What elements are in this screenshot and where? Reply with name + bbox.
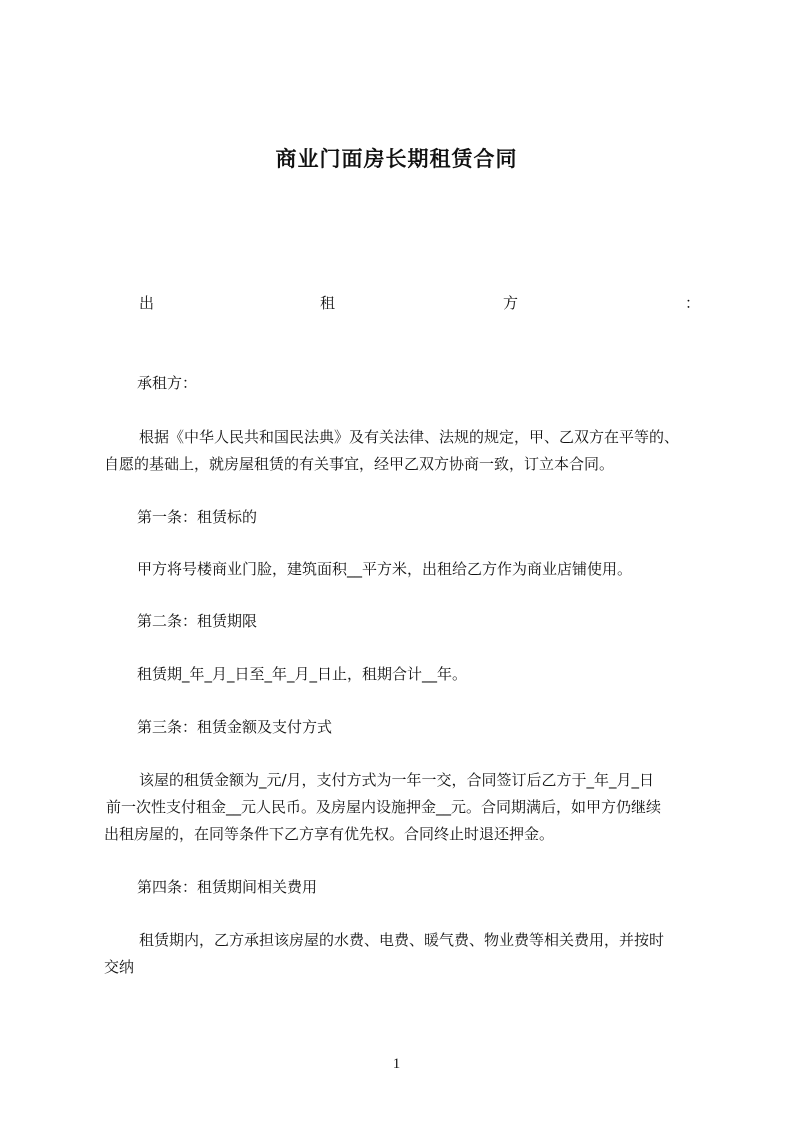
intro-line: 自愿的基础上，就房屋租赁的有关事宜，经甲乙双方协商一致，订立本合同。 bbox=[104, 455, 615, 473]
article-heading: 第四条：租赁期间相关费用 bbox=[137, 878, 318, 896]
lessor-char: 方 bbox=[503, 294, 519, 312]
article-body: 该屋的租赁金额为_元/月，支付方式为一年一交，合同签订后乙方于_年_月_日 bbox=[139, 771, 655, 789]
document-title: 商业门面房长期租赁合同 bbox=[275, 147, 518, 171]
lessor-char: ： bbox=[685, 294, 701, 312]
article-heading: 第一条：租赁标的 bbox=[137, 508, 258, 526]
lessor-char: 出 bbox=[139, 294, 155, 312]
page-number: 1 bbox=[392, 1056, 401, 1072]
article-body: 租赁期_年_月_日至_年_月_日止，租期合计__年。 bbox=[137, 665, 468, 683]
article-body: 交纳 bbox=[104, 958, 135, 976]
lessor-row bbox=[139, 292, 701, 314]
lessor-char: 租 bbox=[320, 294, 336, 312]
article-body: 前一次性支付租金__元人民币。及房屋内设施押金__元。合同期满后，如甲方仍继续 bbox=[106, 798, 662, 816]
article-heading: 第二条：租赁期限 bbox=[137, 612, 258, 630]
article-body: 租赁期内，乙方承担该房屋的水费、电费、暖气费、物业费等相关费用，并按时 bbox=[139, 931, 665, 949]
lessee-label: 承租方： bbox=[137, 374, 198, 392]
article-body: 甲方将号楼商业门脸，建筑面积__平方米，出租给乙方作为商业店铺使用。 bbox=[137, 560, 633, 578]
intro-line: 根据《中华人民共和国民法典》及有关法律、法规的规定，甲、乙双方在平等的、 bbox=[139, 428, 680, 446]
article-body: 出租房屋的，在同等条件下乙方享有优先权。合同终止时退还押金。 bbox=[104, 825, 555, 843]
article-heading: 第三条：租赁金额及支付方式 bbox=[137, 718, 333, 736]
